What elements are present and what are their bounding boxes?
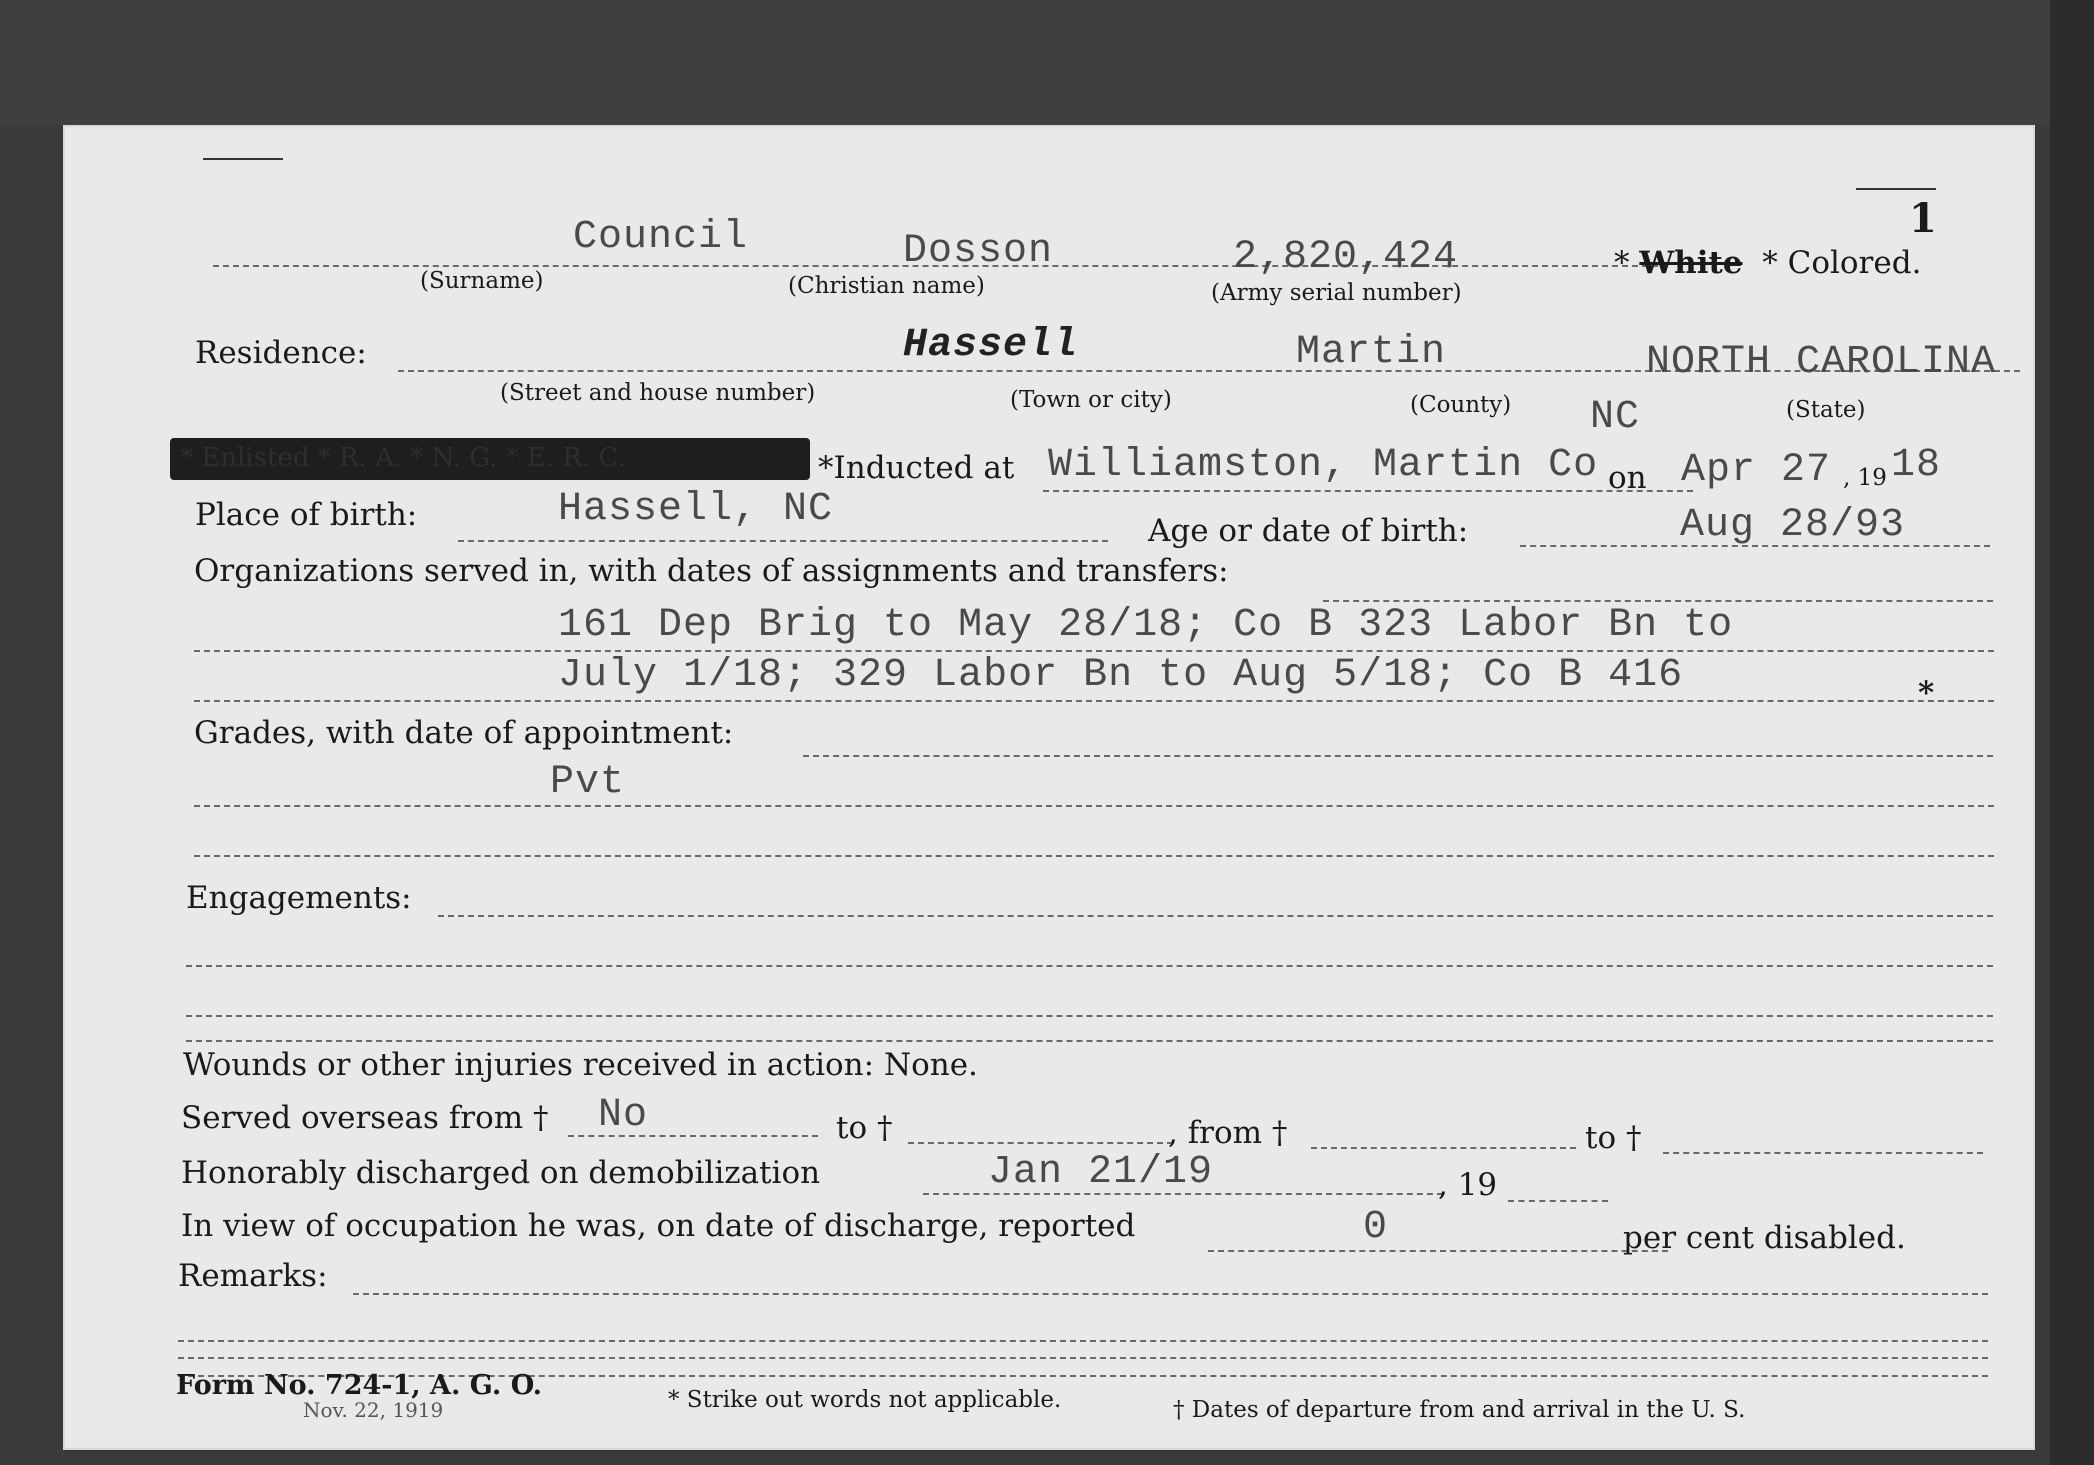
wounds-label: Wounds or other injuries received in action:: [183, 1047, 875, 1083]
organizations-line-2: [194, 700, 1994, 702]
overseas-label: [181, 1100, 549, 1136]
continuation-mark: *: [1918, 675, 1935, 711]
town-value: Hassell: [903, 323, 1079, 368]
overseas-to2-line: [1663, 1152, 1983, 1154]
inducted-date-value: Apr 27: [1681, 448, 1832, 493]
overseas-to-label: [836, 1110, 892, 1146]
surname-caption: (Surname): [420, 268, 544, 294]
race-white: White: [1639, 245, 1743, 281]
inducted-place-value: Williamston, Martin Co: [1048, 443, 1599, 488]
footnote-dates: † Dates of departure from and arrival in the U. S.: [1173, 1397, 1746, 1423]
grades-line-2: [194, 855, 1994, 857]
overseas-to-text: to: [836, 1110, 868, 1146]
christian-name-caption: (Christian name): [788, 273, 985, 299]
inducted-year-value: 18: [1891, 443, 1942, 488]
state-value: NORTH CAROLINA: [1646, 340, 1997, 385]
remarks-line-1: [178, 1340, 1988, 1342]
scanner-background-right: [2050, 0, 2094, 1465]
overseas-to-dagger: †: [876, 1110, 893, 1146]
state-caption: (State): [1786, 397, 1866, 423]
engagements-label: Engagements:: [186, 880, 412, 916]
discharge-label: Honorably discharged on demobilization: [181, 1155, 821, 1191]
engagements-line-1: [186, 965, 1993, 967]
grades-line-0: [803, 755, 1993, 757]
engagements-line-0: [438, 915, 1993, 917]
inducted-year-prefix: , 19: [1843, 465, 1887, 491]
grades-label: Grades, with date of appointment:: [194, 715, 734, 751]
birth-date-label: Age or date of birth:: [1148, 513, 1469, 549]
overseas-to2-label: [1585, 1120, 1641, 1156]
race-options: * White * Colored.: [1614, 245, 1922, 281]
disability-label: In view of occupation he was, on date of discharge, reported: [181, 1208, 1136, 1244]
discharge-year-label: , 19: [1438, 1167, 1498, 1203]
scanner-background-top: [0, 0, 2094, 125]
overseas-dagger: †: [533, 1100, 549, 1136]
birth-place-line: [458, 540, 1108, 542]
county-caption: (County): [1410, 392, 1512, 418]
organizations-entry-2: July 1/18; 329 Labor Bn to Aug 5/18; Co B 416: [558, 653, 1684, 698]
christian-name-value: Dosson: [903, 229, 1054, 274]
disability-value: 0: [1363, 1205, 1389, 1250]
inducted-label: *Inducted at: [818, 450, 1015, 486]
footnote-strike: * Strike out words not applicable.: [668, 1387, 1062, 1413]
organizations-line-1: [194, 650, 1994, 652]
overseas-to2-dagger: †: [1625, 1120, 1642, 1156]
discharge-year-line: [1508, 1200, 1608, 1202]
service-record-card: [63, 125, 2035, 1450]
overseas-from2-line: [1311, 1147, 1576, 1149]
overseas-to2-text: to: [1585, 1120, 1617, 1156]
engagements-line-3: [186, 1040, 1993, 1042]
birth-place-label: Place of birth:: [195, 497, 418, 533]
engagements-line-2: [186, 1015, 1993, 1017]
form-date: Nov. 22, 1919: [303, 1398, 444, 1422]
struck-enlistment-options: * Enlisted * R. A. * N. G. * E. R. C.: [180, 443, 626, 473]
serial-number-caption: (Army serial number): [1211, 280, 1462, 306]
state-abbrev-value: NC: [1590, 395, 1641, 440]
inducted-line: [1043, 490, 1693, 492]
surname-value: Council: [573, 215, 749, 260]
overseas-value: No: [598, 1093, 649, 1138]
wounds-row: [183, 1047, 978, 1083]
top-rule-left: [203, 158, 283, 160]
organizations-line-0: [1323, 600, 1993, 602]
disability-suffix: per cent disabled.: [1623, 1220, 1906, 1256]
town-caption: (Town or city): [1010, 387, 1172, 413]
birth-date-value: Aug 28/93: [1680, 503, 1906, 548]
overseas-label-text: Served overseas from: [181, 1100, 524, 1136]
inducted-on-label: on: [1608, 460, 1647, 496]
wounds-value: None.: [883, 1047, 978, 1083]
overseas-from-text: , from: [1168, 1115, 1263, 1151]
overseas-from-label: [1168, 1115, 1287, 1151]
overseas-to-line: [908, 1142, 1173, 1144]
overseas-from-dagger: †: [1271, 1115, 1288, 1151]
remarks-label: Remarks:: [178, 1258, 328, 1294]
organizations-entry-1: 161 Dep Brig to May 28/18; Co B 323 Labor Bn to: [558, 603, 1734, 648]
residence-label: Residence:: [195, 335, 367, 371]
card-number: 1: [1909, 195, 1937, 242]
disability-line: [1208, 1250, 1668, 1252]
remarks-line-0: [353, 1293, 1988, 1295]
discharge-date-value: Jan 21/19: [988, 1150, 1214, 1195]
organizations-label: Organizations served in, with dates of assignments and transfers:: [194, 553, 1229, 589]
street-caption: (Street and house number): [500, 380, 816, 406]
year-prefix: 19: [1857, 465, 1887, 491]
grades-value: Pvt: [550, 760, 626, 805]
serial-number-value: 2,820,424: [1233, 235, 1459, 280]
form-number: Form No. 724-1, A. G. O.: [176, 1370, 543, 1401]
birth-place-value: Hassell, NC: [558, 487, 834, 532]
grades-line-1: [194, 805, 1994, 807]
race-colored: Colored.: [1787, 245, 1922, 281]
top-rule-right: [1856, 188, 1936, 190]
county-value: Martin: [1296, 330, 1447, 375]
remarks-line-3: [178, 1357, 1988, 1359]
